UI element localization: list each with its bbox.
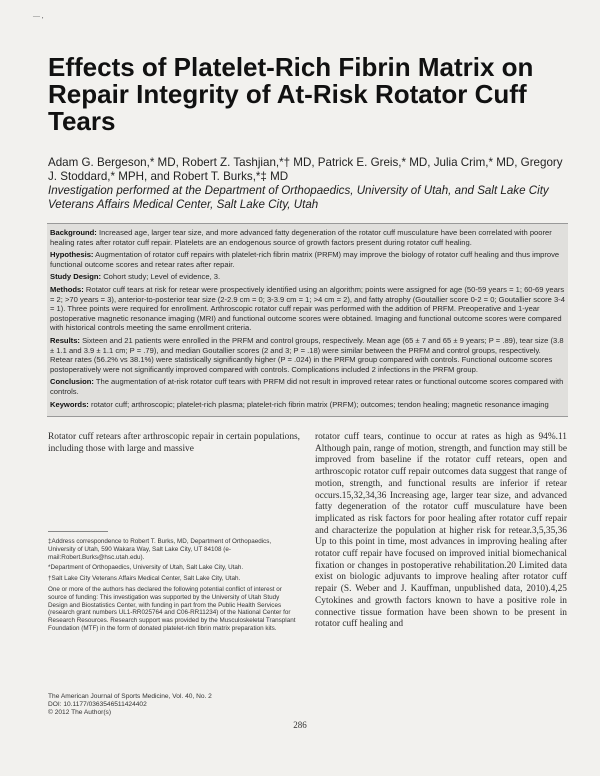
body-column-left bbox=[48, 432, 300, 455]
author-block bbox=[48, 156, 568, 212]
abstract-hypothesis: Hypothesis: Augmentation of rotator cuff repairs with platelet-rich fibrin matrix (PRFM) may improve the biology of rotator cuff healing and thus improve functional outcome scores and retear rates after repair. bbox=[50, 250, 560, 269]
journal-doi: DOI: 10.1177/0363546511424402 bbox=[48, 701, 147, 709]
footnotes bbox=[48, 531, 300, 636]
abstract-keywords: Keywords: rotator cuff; arthroscopic; platelet-rich plasma; platelet-rich fibrin matrix (PRFM); outcomes; tendon healing; magnetic resonance imaging bbox=[50, 399, 549, 409]
journal-info bbox=[48, 693, 300, 718]
article-title: Effects of Platelet-Rich Fibrin Matrix on Repair Integrity of At-Risk Rotator Cuff Tears bbox=[48, 52, 534, 136]
abstract-conclusion: Conclusion: The augmentation of at-risk rotator cuff tears with PRFM did not result in improved retear rates or functional outcome scores compared with controls. bbox=[50, 377, 564, 396]
corner-marks: — , bbox=[33, 12, 44, 20]
journal-citation: The American Journal of Sports Medicine, Vol. 40, No. 2 bbox=[48, 693, 212, 700]
abstract-background: Background: Increased age, larger tear size, and more advanced fatty degeneration of the rotator cuff musculature have been correlated with poorer healing rates after rotator cuff repair. Platelets are an endogenous source of growth factors present during rotator cuff healing. bbox=[50, 228, 552, 247]
footnote-affiliation-2: †Salt Lake City Veterans Affairs Medical Center, Salt Lake City, Utah. bbox=[48, 575, 241, 583]
footnote-rule bbox=[48, 531, 108, 532]
body-paragraph-right: rotator cuff tears, continue to occur at rates as high as 94%.11 Although pain, range of motion, strength, and function may still be improved from baseline if the rotator cuff retears, open and arthroscopic rotator cuff repair outcomes data suggest that range of motion, strength, and functional results are inferior if retear occurs.15,32,34,36 Increasing age, larger tear size, and advanced fatty degeneration of the rotator cuff musculature have been implicated as risk factors for poor healing after rotator cuff repair and characterize the population at higher risk for retear.3,5,35,36 Up to this point in time, most advances in improving healing after rotator cuff repair have focused on improved initial biomechanical fixation or changes in postoperative rehabilitation.20 Limited data exist on biologic adjuvants to improve healing after rotator cuff repair (S. Weber and J. Kauffman, unpublished data, 2010).4,25 Cytokines and growth factors known to have a positive role in connective tissue formation have been shown to be present in rotator cuff healing and bbox=[315, 432, 567, 630]
footnote-correspondence: ‡Address correspondence to Robert T. Burks, MD, Department of Orthopaedics, University of Utah, 590 Wakara Way, Salt Lake City, UT 84108 (e-mail:Robert.Burks@hsc.utah.edu). bbox=[48, 538, 272, 561]
body-paragraph-left: Rotator cuff retears after arthroscopic repair in certain populations, including those with large and massive bbox=[48, 432, 300, 454]
abstract-methods: Methods: Rotator cuff tears at risk for retear were prospectively identified using an algorithm; points were assigned for age (50-59 years = 1; 60-69 years = 2; >70 years = 3), anterior-to-posterior tear size (2-2.9 cm = 0; 3-3.9 cm = 1; >4 cm = 2), and fatty atrophy (Goutallier score 0-2 = 0; Goutallier score 3-4 = 1). Three points were required for enrollment. Arthroscopic rotator cuff repair was performed with the addition of PRFM. Preoperative and 1-year postoperative magnetic resonance imaging (MRI) and functional outcome scores were obtained. Imaging and functional outcome scores were compared with historical controls meeting the same enrollment criteria. bbox=[50, 284, 565, 333]
page-number: 286 bbox=[293, 720, 307, 730]
footnote-affiliation-1: *Department of Orthopaedics, University of Utah, Salt Lake City, Utah. bbox=[48, 564, 244, 572]
abstract-study-design: Study Design: Cohort study; Level of evidence, 3. bbox=[50, 272, 221, 282]
author-list: Adam G. Bergeson,* MD, Robert Z. Tashjian,*† MD, Patrick E. Greis,* MD, Julia Crim,* MD, Gregory J. Stoddard,* MPH, and Robert T. Burks,*‡ MD bbox=[48, 156, 563, 183]
institution-line: Investigation performed at the Department of Orthopaedics, University of Utah, and Salt Lake City Veterans Affairs Medical Center, Salt Lake City, Utah bbox=[48, 184, 549, 211]
body-column-right bbox=[315, 432, 567, 631]
abstract-results: Results: Sixteen and 21 patients were enrolled in the PRFM and control groups, respectively. Mean age (65 ± 7 and 65 ± 9 years; P = .89), tear size (3.8 ± 1.1 and 3.9 ± 1.1 cm; P = .79), and median Goutallier scores (2 and 3; P = .18) were similar between the PRFM and control groups, respectively. Retear rates (56.2% vs 38.1%) were statistically significantly higher (P = .024) in the PRFM group compared with controls. Functional outcome scores postoperatively were not significantly improved compared with controls. Complications included 2 infections in the PRFM group. bbox=[50, 335, 564, 374]
journal-copyright: © 2012 The Author(s) bbox=[48, 709, 112, 717]
abstract-box bbox=[47, 223, 568, 417]
footnote-conflict: One or more of the authors has declared the following potential conflict of interest or source of funding: This investigation was supported by the University of Utah Study Design and Biostatistics Center, with funding in part from the Public Health Services (research grant numbers UL1-RR025764 and C06-RR11234) of the National Center for Research Resources. Research support was provided by the Musculoskeletal Transplant Foundation (MTF) in the form of donated platelet-rich fibrin matrix preparation kits. bbox=[48, 585, 296, 632]
